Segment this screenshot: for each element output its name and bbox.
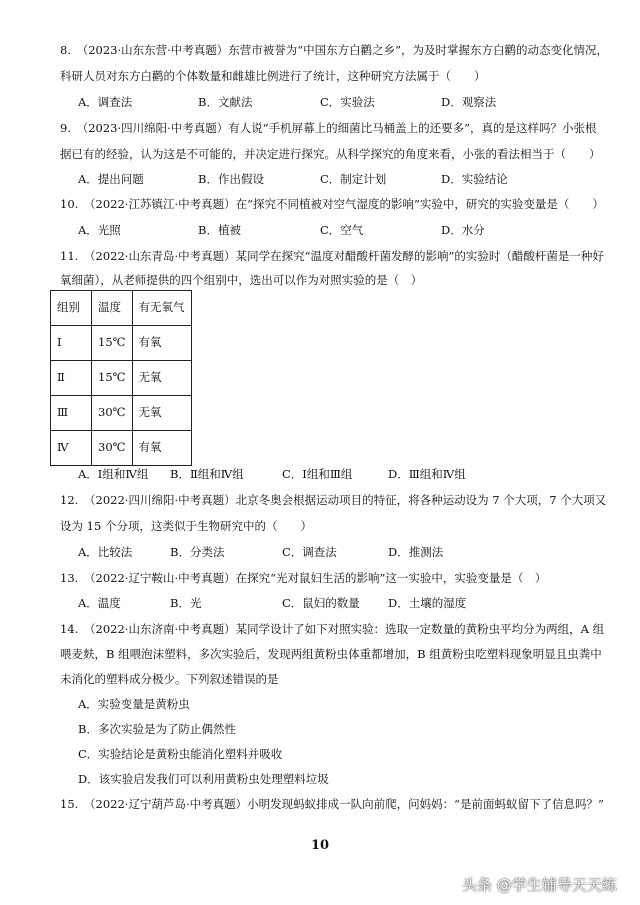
q10-line-1: 10. （2022·江苏镇江·中考真题）在“探究不同植被对空气湿度的影响”实验中，研究的实验变量是（ ） [60,197,604,211]
table-header-row [51,291,192,326]
table-cell: 30℃ [92,431,133,466]
q14-option-c: C．实验结论是黄粉虫能消化塑料并吸收 [78,747,283,761]
table-row [51,431,192,466]
table-header-cell: 组别 [51,291,92,326]
q12-option-a: A．比较法 [78,545,133,559]
table-header-cell: 温度 [92,291,133,326]
q13-option-a: A．温度 [78,596,121,610]
q10-option-a: A．光照 [78,223,121,237]
q10-option-c: C．空气 [320,223,364,237]
table-row [51,326,192,361]
q9-option-b: B．作出假设 [198,172,264,186]
q12-option-c: C．调查法 [282,545,337,559]
q8-option-a: A．调查法 [78,95,133,109]
q11-line-1: 11. （2022·山东青岛·中考真题）某同学在探究“温度对醋酸杆菌发酵的影响”的实验时（醋酸杆菌是一种好 [60,249,604,263]
table-cell: 30℃ [92,396,133,431]
q11-option-d: D．Ⅲ组和Ⅳ组 [388,467,466,481]
table-cell: Ⅰ [51,326,92,361]
q14-line-3: 未消化的塑料成分极少。下列叙述错误的是 [60,672,279,686]
q14-option-d: D．该实验启发我们可以利用黄粉虫处理塑料垃圾 [78,772,329,786]
q13-option-c: C．鼠妇的数量 [282,596,360,610]
table-cell: 无氧 [132,396,191,431]
q14-line-2: 喂麦麸，B 组喂泡沫塑料，多次实验后，发现两组黄粉虫体重都增加，B 组黄粉虫吃塑料现象明显且虫粪中 [60,647,602,661]
table-row [51,396,192,431]
q13-line-1: 13. （2022·辽宁鞍山·中考真题）在探究“光对鼠妇生活的影响”这一实验中，实验变量是（ ） [60,571,547,585]
table-cell: Ⅲ [51,396,92,431]
q9-option-c: C．制定计划 [320,172,387,186]
q9-line-1: 9. （2023·四川绵阳·中考真题）有人说“手机屏幕上的细菌比马桶盖上的还要多”，真的是这样吗？小张根 [60,121,597,135]
q14-option-b: B．多次实验是为了防止偶然性 [78,722,236,736]
q9-option-a: A．提出问题 [78,172,144,186]
q15-line-1: 15. （2022·辽宁葫芦岛·中考真题）小明发现蚂蚁排成一队向前爬，问妈妈：“是前面蚂蚁留下了信息吗？” [60,797,604,811]
q10-option-d: D．水分 [441,223,485,237]
q11-option-a: A．Ⅰ组和Ⅳ组 [78,467,149,481]
q12-option-b: B．分类法 [170,545,225,559]
page-number: 10 [310,838,330,853]
table-row [51,361,192,396]
watermark: 头条 @学生辅导天天练 [462,876,617,894]
q8-option-b: B．文献法 [198,95,253,109]
q14-line-1: 14. （2022·山东济南·中考真题）某同学设计了如下对照实验：选取一定数量的黄粉虫平均分为两组，A 组 [60,622,605,636]
q12-line-2: 设为 15 个分项，这类似于生物研究中的（ ） [60,519,312,533]
table-cell: 15℃ [92,326,133,361]
q11-option-b: B．Ⅱ组和Ⅳ组 [170,467,244,481]
q11-line-2: 氧细菌），从老师提供的四个组别中，选出可以作为对照实验的是（ ） [60,273,423,287]
table-cell: 无氧 [132,361,191,396]
table-cell: 15℃ [92,361,133,396]
table-header-cell: 有无氧气 [132,291,191,326]
q8-line-2: 科研人员对东方白鹳的个体数量和雌雄比例进行了统计，这种研究方法属于（ ） [60,69,486,83]
q10-option-b: B．植被 [198,223,241,237]
q9-line-2: 据已有的经验，认为这是不可能的，并决定进行探究。从科学探究的角度来看，小张的看法相当于（ ） [60,147,601,161]
q9-option-d: D．实验结论 [441,172,508,186]
q12-option-d: D．推测法 [388,545,444,559]
table-cell: 有氧 [132,431,191,466]
q13-option-b: B．光 [170,596,202,610]
q8-line-1: 8. （2023·山东东营·中考真题）东营市被誉为“中国东方白鹳之乡”，为及时掌握东方白鹳的动态变化情况， [60,43,609,57]
table-cell: 有氧 [132,326,191,361]
q11-data-table [50,290,192,466]
table-cell: Ⅱ [51,361,92,396]
q11-option-c: C．Ⅰ组和Ⅲ组 [282,467,353,481]
q13-option-d: D．土壤的湿度 [388,596,467,610]
table-cell: Ⅳ [51,431,92,466]
q12-line-1: 12. （2022·四川绵阳·中考真题）北京冬奥会根据运动项目的特征，将各种运动设为 7 个大项，7 个大项又 [60,493,607,507]
q14-option-a: A．实验变量是黄粉虫 [78,697,190,711]
q8-option-d: D．观察法 [441,95,497,109]
q8-option-c: C．实验法 [320,95,375,109]
